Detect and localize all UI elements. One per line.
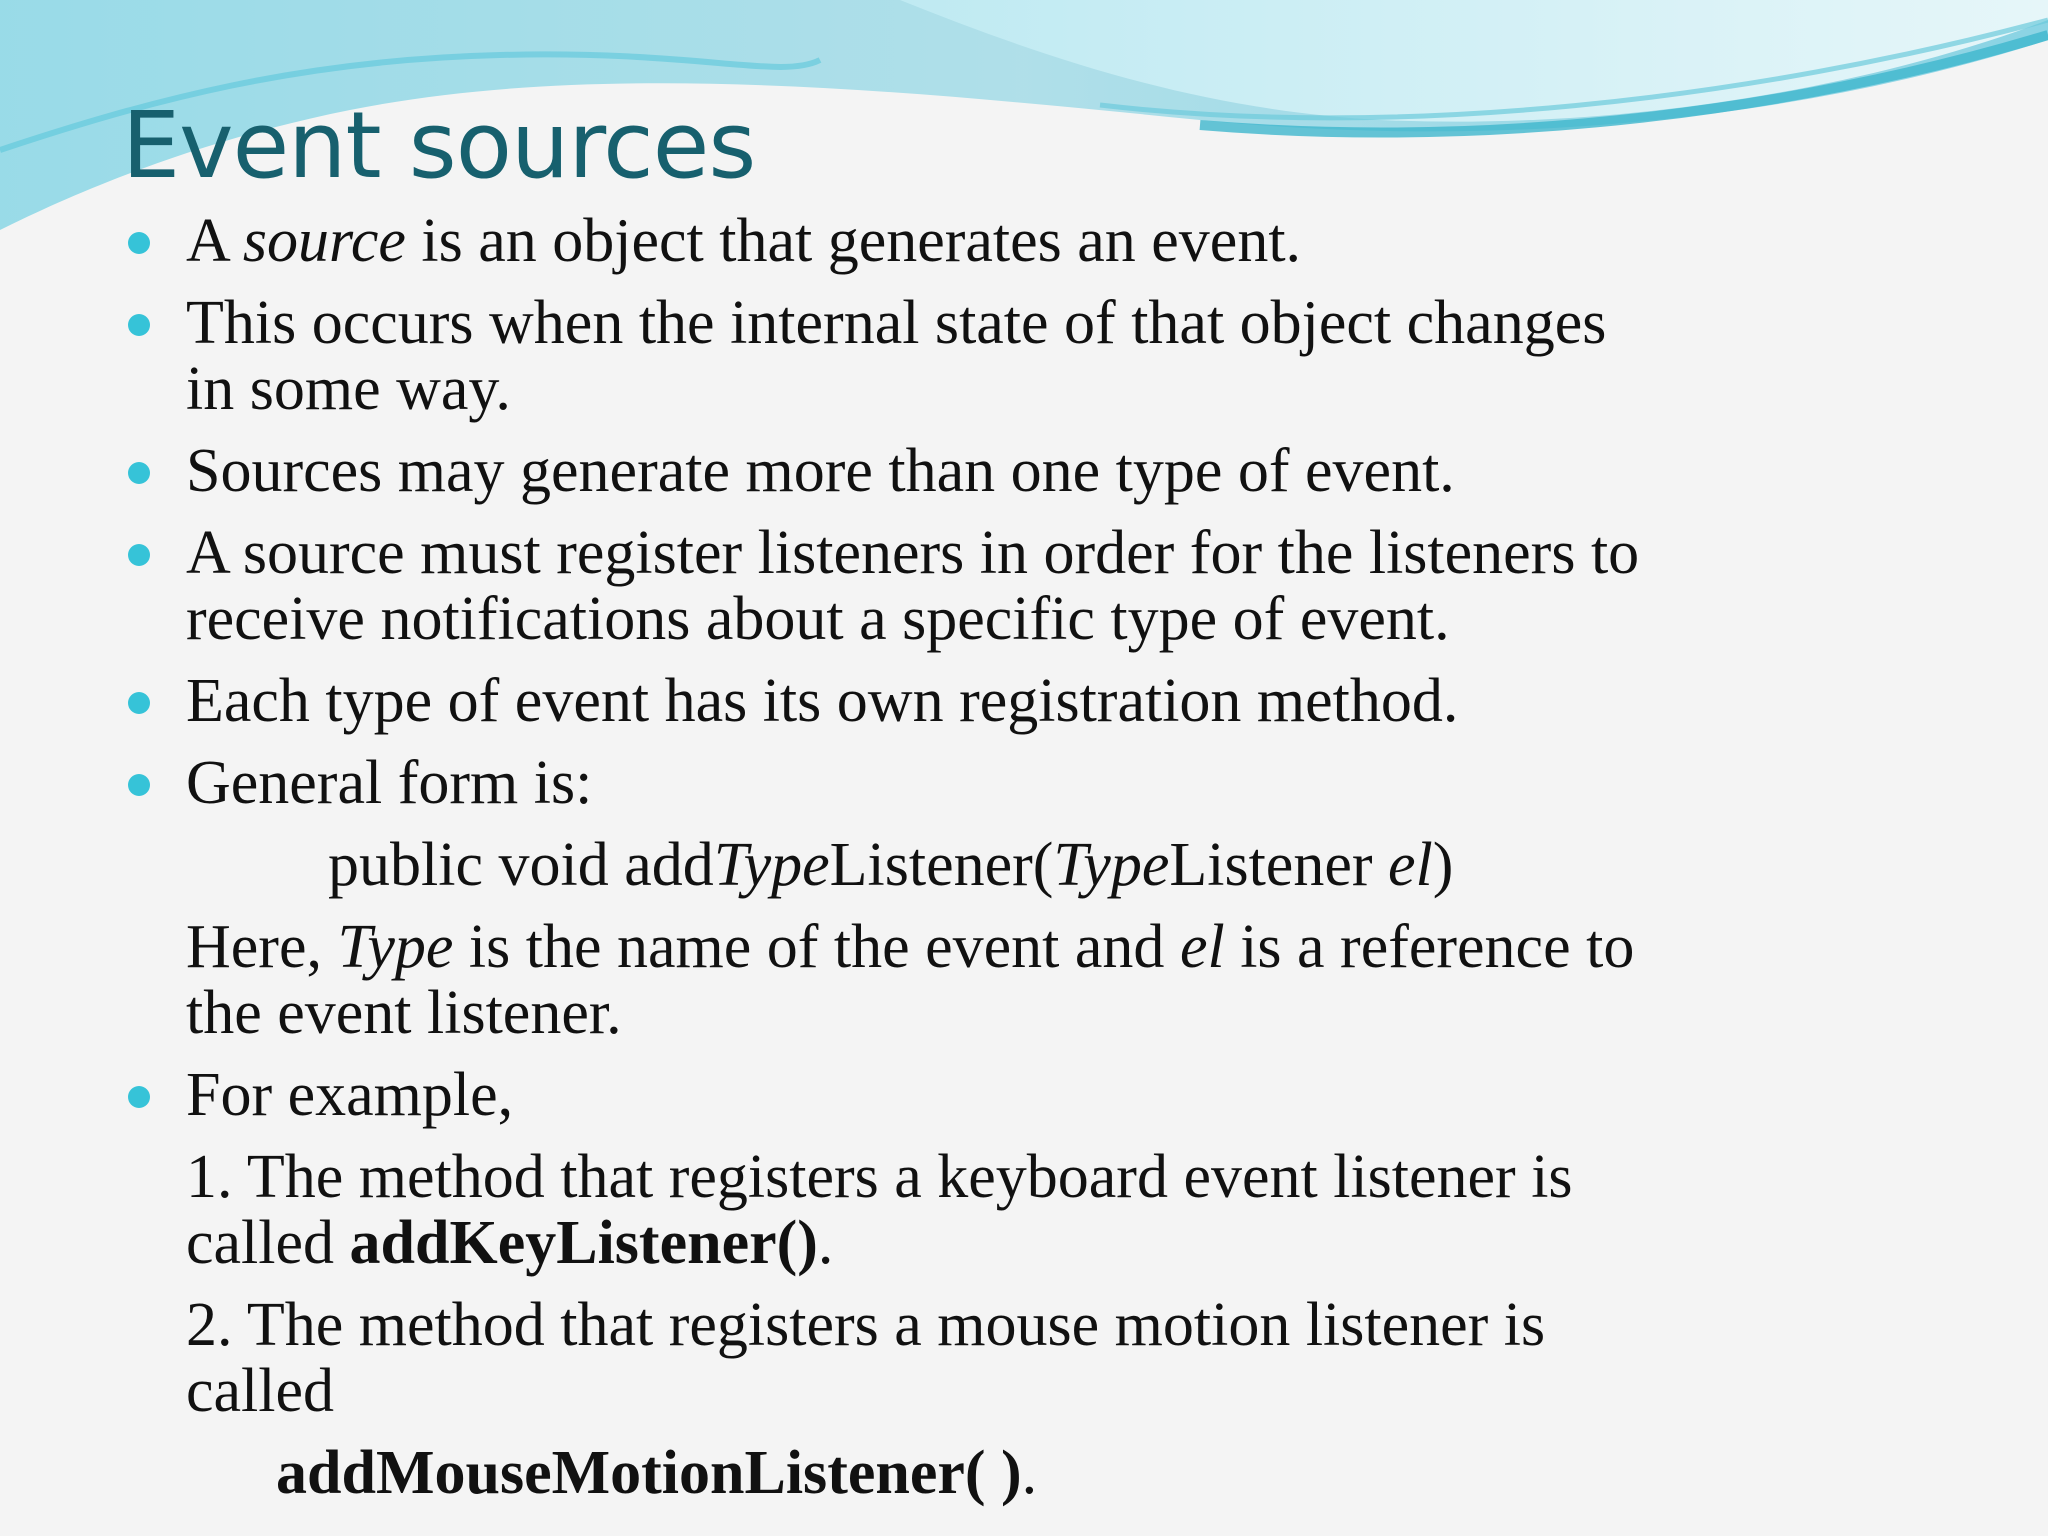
bullet-item (128, 668, 2008, 734)
bullet-continuation (128, 356, 2008, 422)
bullet-item (128, 750, 2008, 816)
code-signature (128, 832, 2008, 898)
text-run: ) (1432, 831, 1454, 899)
text-run: Listener (1169, 831, 1388, 899)
text-run: is an object that generates an event. (405, 207, 1302, 275)
example-text: called (186, 1357, 335, 1425)
example-continuation (128, 1358, 2008, 1424)
bullet-dot-icon (128, 692, 150, 714)
emphasis-el: el (1387, 831, 1433, 899)
bullet-text: This occurs when the internal state of that object changes (186, 289, 1607, 357)
explanation-line (128, 914, 2008, 980)
bullet-dot-icon (128, 232, 150, 254)
bullet-item (128, 290, 2008, 356)
emphasis-type: Type (1053, 831, 1170, 899)
text-run: public void add (328, 831, 714, 899)
example-text: 2. The method that registers a mouse motion listener is (186, 1291, 1546, 1359)
example-continuation (128, 1210, 2008, 1276)
text-run: is the name of the event and (453, 913, 1180, 981)
emphasis-type: Type (713, 831, 830, 899)
bullet-text: A source must register listeners in order for the listeners to (186, 519, 1640, 587)
bullet-dot-icon (128, 544, 150, 566)
text-run: Listener( (829, 831, 1054, 899)
bullet-item (128, 1062, 2008, 1128)
method-name-key-listener: addKeyListener() (349, 1209, 818, 1277)
bullet-text: General form is: (186, 749, 593, 817)
emphasis-source: source (242, 207, 406, 275)
text-run: A (186, 207, 243, 275)
bullet-dot-icon (128, 774, 150, 796)
text-run: called (186, 1209, 350, 1277)
bullet-dot-icon (128, 314, 150, 336)
text-run: . (817, 1209, 834, 1277)
slide-content (128, 208, 2008, 1506)
example-item (128, 1292, 2008, 1358)
explanation-continuation (128, 980, 2008, 1046)
signature-text (128, 832, 2008, 898)
bullet-item (128, 208, 2008, 274)
bullet-continuation (128, 586, 2008, 652)
bullet-item (128, 438, 2008, 504)
slide-title: Event sources (122, 92, 756, 199)
example-text (128, 1210, 2008, 1276)
bullet-text: Sources may generate more than one type of event. (186, 437, 1455, 505)
example-item (128, 1144, 2008, 1210)
explanation-text (128, 914, 2008, 980)
explanation-text: the event listener. (186, 979, 622, 1047)
bullet-dot-icon (128, 1086, 150, 1108)
text-run: . (1021, 1439, 1038, 1507)
text-run: Here, (186, 913, 338, 981)
bullet-text (128, 208, 2008, 274)
bullet-text: in some way. (186, 355, 511, 423)
emphasis-el: el (1179, 913, 1225, 981)
bullet-item (128, 520, 2008, 586)
bullet-dot-icon (128, 462, 150, 484)
method-name-mouse-motion-listener: addMouseMotionListener( ) (276, 1439, 1022, 1507)
method-line (128, 1440, 2008, 1506)
bullet-text: Each type of event has its own registration method. (186, 667, 1459, 735)
emphasis-type: Type (337, 913, 454, 981)
bullet-text: For example, (186, 1061, 514, 1129)
method-text (128, 1440, 2008, 1506)
example-text: 1. The method that registers a keyboard event listener is (186, 1143, 1573, 1211)
text-run: is a reference to (1224, 913, 1635, 981)
bullet-text: receive notifications about a specific type of event. (186, 585, 1450, 653)
